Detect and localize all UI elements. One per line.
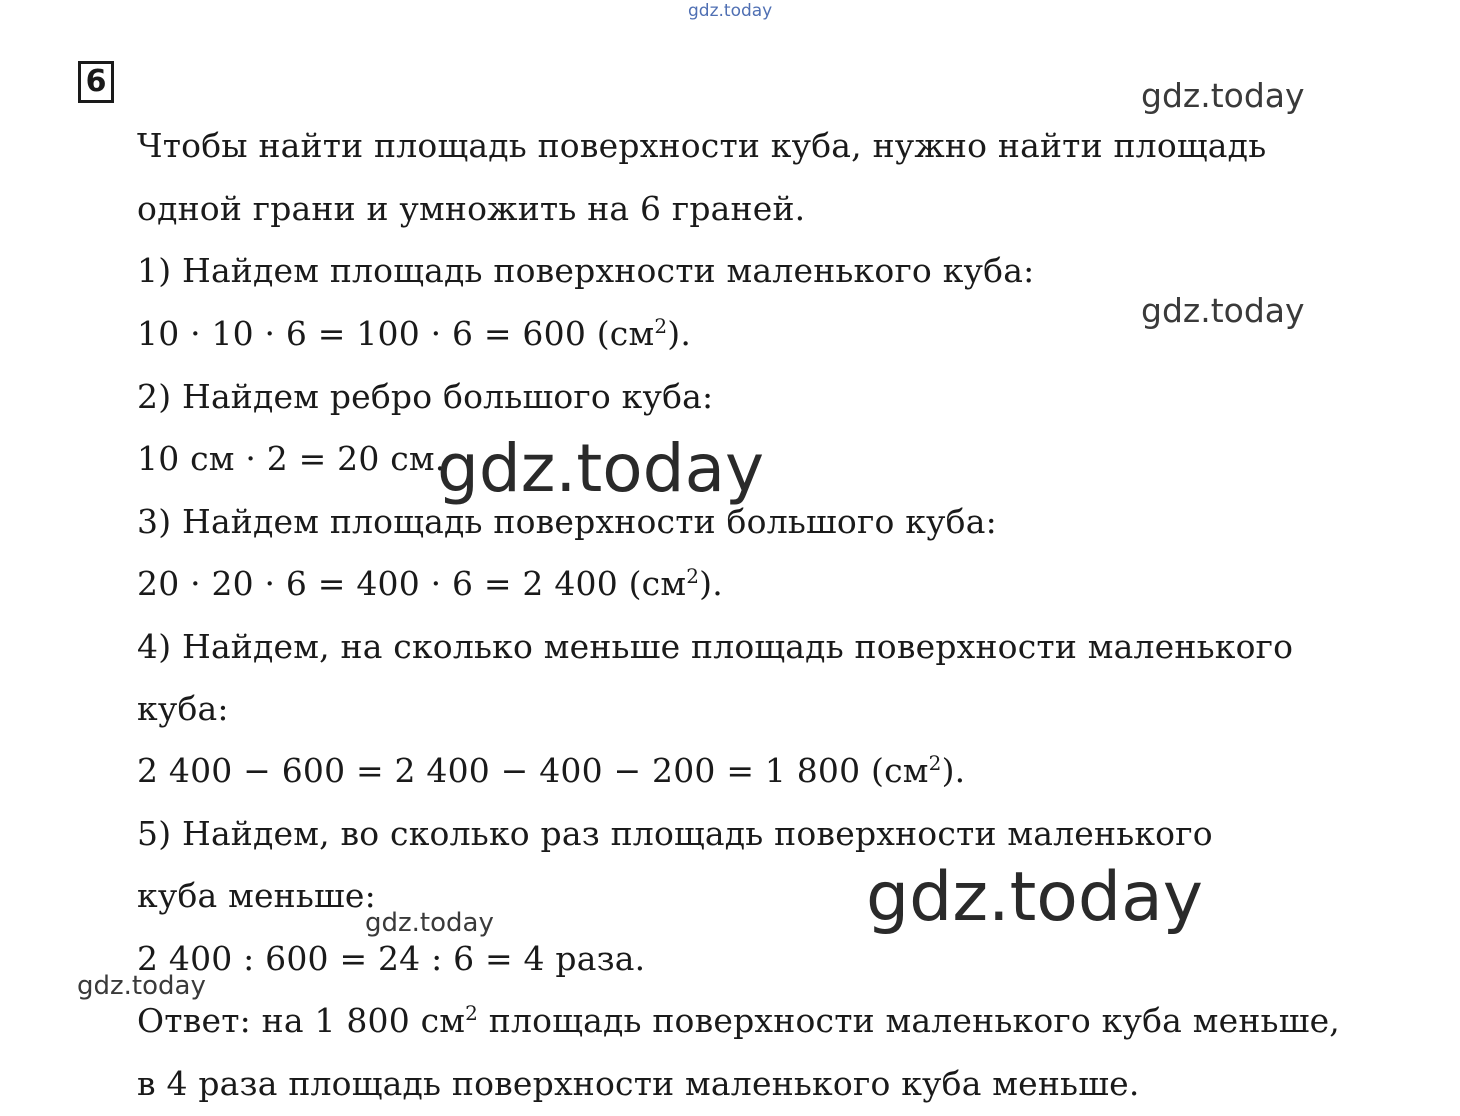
exponent: 2 [686,564,700,588]
solution-line-3: 1) Найдем площадь поверхности маленького куба: [137,251,1035,290]
solution-line-4 [137,314,691,354]
solution-line-12: 5) Найдем, во сколько раз площадь поверхности маленького [137,814,1213,853]
exponent: 2 [465,1001,479,1025]
solution-line-13: куба меньше: [137,876,376,915]
equation-end: ). [941,751,966,790]
answer-line-1 [137,1001,1340,1041]
solution-line-1: Чтобы найти площадь поверхности куба, нужно найти площадь [137,126,1267,165]
watermark-top: gdz.today [688,1,773,21]
answer-text: Ответ: на 1 800 см [137,1001,466,1040]
solution-line-8 [137,564,723,604]
solution-line-7: 3) Найдем площадь поверхности большого куба: [137,502,997,541]
exponent: 2 [928,751,942,775]
equation-text: 2 400 − 600 = 2 400 − 400 − 200 = 1 800 (см [137,751,929,790]
exponent: 2 [654,314,668,338]
equation-text: 20 · 20 · 6 = 400 · 6 = 2 400 (см [137,564,687,603]
watermark-right-2: gdz.today [1141,291,1305,330]
equation-text: 10 · 10 · 6 = 100 · 6 = 600 (см [137,314,655,353]
equation-end: ). [667,314,692,353]
solution-line-10: куба: [137,689,229,728]
solution-line-9: 4) Найдем, на сколько меньше площадь поверхности маленького [137,627,1294,666]
solution-line-11 [137,751,965,791]
watermark-large-2: gdz.today [866,858,1203,937]
solution-line-5: 2) Найдем ребро большого куба: [137,377,714,416]
answer-text-cont: площадь поверхности маленького куба меньше, [478,1001,1340,1040]
solution-line-6: 10 см · 2 = 20 см. [137,439,446,478]
solution-line-14: 2 400 : 600 = 24 : 6 = 4 раза. [137,939,646,978]
watermark-small-1: gdz.today [365,908,494,938]
answer-line-2: в 4 раза площадь поверхности маленького куба меньше. [137,1064,1140,1103]
watermark-small-2: gdz.today [77,971,206,1001]
watermark-large-1: gdz.today [437,430,765,507]
equation-end: ). [699,564,723,603]
task-number-box: 6 [78,61,114,103]
solution-line-2: одной грани и умножить на 6 граней. [137,189,806,228]
watermark-right-1: gdz.today [1141,76,1305,115]
